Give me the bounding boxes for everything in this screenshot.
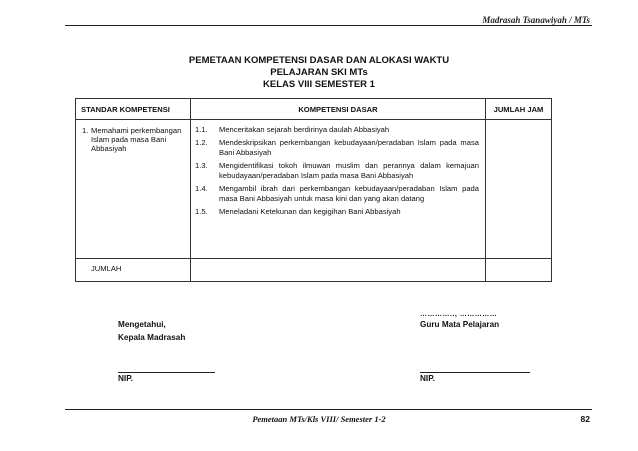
place-date: ………….., …………… <box>420 311 498 318</box>
signature-line-right <box>420 372 530 373</box>
kd-item-1-3 <box>195 161 479 181</box>
kd-number: 1.5. <box>195 207 208 216</box>
total-label: JUMLAH <box>76 259 191 282</box>
total-kd-cell <box>191 259 486 282</box>
standar-number: 1. <box>82 126 89 135</box>
standar-item <box>82 126 184 153</box>
kd-item-1-1 <box>195 125 479 135</box>
header-standar-kompetensi: STANDAR KOMPETENSI <box>76 99 191 120</box>
footer-text: Pemetaan MTs/Kls VIII/ Semester 1-2 <box>252 414 386 424</box>
title-line-3: KELAS VIII SEMESTER 1 <box>263 79 375 90</box>
jumlah-jam-cell <box>486 120 552 259</box>
competency-table <box>75 98 552 282</box>
teacher-label: Guru Mata Pelajaran <box>420 320 500 329</box>
acknowledged-label: Mengetahui, <box>118 320 166 329</box>
kd-item-1-4 <box>195 184 479 204</box>
kd-number: 1.4. <box>195 184 208 193</box>
kd-text: Mengambil ibrah dari perkembangan kebudayaan/peradaban Islam pada masa Bani Abbasiyah untuk masa kini dan yang akan datang <box>219 184 479 203</box>
nip-right: NIP. <box>420 374 435 383</box>
document-title <box>0 55 638 91</box>
total-row <box>76 259 552 282</box>
kd-number: 1.1. <box>195 125 208 134</box>
kd-text: Menceritakan sejarah berdirinya daulah Abbasiyah <box>219 125 390 134</box>
kd-number: 1.2. <box>195 138 208 147</box>
kd-text: Mendeskripsikan perkembangan kebudayaan/peradaban Islam pada masa Bani Abbasiyah <box>219 138 479 157</box>
page-number: 82 <box>580 414 590 424</box>
signature-right <box>420 318 499 331</box>
header-kompetensi-dasar: KOMPETENSI DASAR <box>191 99 486 120</box>
signature-line-left <box>118 372 215 373</box>
total-value <box>486 259 552 282</box>
running-header: Madrasah Tsanawiyah / MTs <box>482 15 590 25</box>
kd-text: Mengidentifikasi tokoh ilmuwan muslim dan perannya dalam kemajuan kebudayaan/peradaban Islam pada masa Bani Abbasiyah <box>219 161 479 180</box>
kd-text: Meneladani Ketekunan dan kegigihan Bani Abbasiyah <box>219 207 401 216</box>
table-header-row <box>76 99 552 120</box>
nip-left: NIP. <box>118 374 133 383</box>
table-row <box>76 120 552 259</box>
title-line-2: PELAJARAN SKI MTs <box>270 67 368 78</box>
kd-item-1-5 <box>195 207 479 217</box>
headmaster-label: Kepala Madrasah <box>118 333 186 342</box>
footer-rule <box>65 409 592 410</box>
kompetensi-dasar-cell <box>191 120 486 259</box>
title-line-1: PEMETAAN KOMPETENSI DASAR DAN ALOKASI WAKTU <box>188 55 450 66</box>
header-rule <box>65 25 592 26</box>
kd-item-1-2 <box>195 138 479 158</box>
kd-number: 1.3. <box>195 161 208 170</box>
standar-text: Memahami perkembangan Islam pada masa Bani Abbasiyah <box>91 126 182 153</box>
signature-left <box>118 318 185 344</box>
standar-kompetensi-cell <box>76 120 191 259</box>
header-jumlah-jam: JUMLAH JAM <box>486 99 552 120</box>
